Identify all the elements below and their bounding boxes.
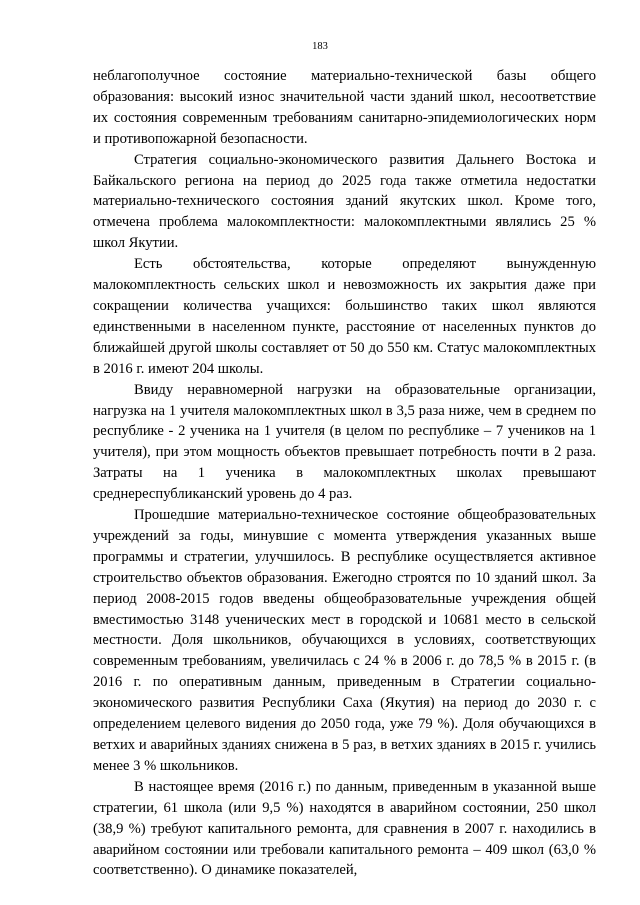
- body-text: [93, 66, 596, 881]
- paragraph-strategy-far-east: Стратегия социально-экономического развития Дальнего Востока и Байкальского региона на период до 2025 года также отметила недостатки материально-технического состояния зданий якутских школ. Кроме того, отмечена проблема малокомплектности: малокомплектными являлись 25 % школ Якутии.: [93, 151, 596, 252]
- paragraph-continuation: неблагополучное состояние материально-технической базы общего образования: высокий износ значительной части зданий школ, несоответствие их состояния современным требованиям санитарно-эпидемиологических норм и противопожарной безопасности.: [93, 68, 596, 147]
- paragraph-material-state: Прошедшие материально-техническое состояние общеобразовательных учреждений за годы, минувшие с момента утверждения указанных выше программы и стратегии, улучшилось. В республике осуществляется активное строительство объектов образования. Ежегодно строятся по 10 зданий школ. За период 2008-2015 годов введены общеобразовательные учреждения общей вместимостью 3148 ученических мест в городской и 10681 место в сельской местности. Доля школьников, обучающихся в условиях, соответствующих современным требованиям, увеличилась с 24 % в 2006 г. до 78,5 % в 2015 г. (в 2016 г. по оперативным данным, приведенным в Стратегии социально-экономического развития Республики Саха (Якутия) на период до 2030 г. с определением целевого видения до 2050 года, уже 79 %). Доля обучающихся в ветхих и аварийных зданиях снижена в 5 раз, в ветхих зданиях в 2015 г. учились менее 3 % школьников.: [93, 507, 596, 774]
- paragraph-small-schools: Есть обстоятельства, которые определяют вынужденную малокомплектность сельских школ и невозможность их закрытия даже при сокращении количества учащихся: большинство таких школ являются единственными в населенном пункте, расстояние от населенных пунктов до ближайшей другой школы составляет от 50 до 550 км. Статус малокомплектных в 2016 г. имеют 204 школы.: [93, 256, 596, 377]
- paragraph-current-state: В настоящее время (2016 г.) по данным, приведенным в указанной выше стратегии, 61 школа (или 9,5 %) находятся в аварийном состоянии, 250 школ (38,9 %) требуют капитального ремонта, для сравнения в 2007 г. находились в аварийном состоянии или требовали капитального ремонта – 409 школ (63,0 % соответственно). О динамике показателей,: [93, 778, 596, 879]
- page-number: 183: [312, 41, 328, 52]
- paragraph-teacher-load: Ввиду неравномерной нагрузки на образовательные организации, нагрузка на 1 учителя малокомплектных школ в 3,5 раза ниже, чем в среднем по республике - 2 ученика на 1 учителя (в целом по республике – 7 учеников на 1 учителя), при этом мощность объектов превышает потребность почти в 2 раза. Затраты на 1 ученика в малокомплектных школах превышают среднереспубликанский уровень до 4 раз.: [93, 381, 596, 503]
